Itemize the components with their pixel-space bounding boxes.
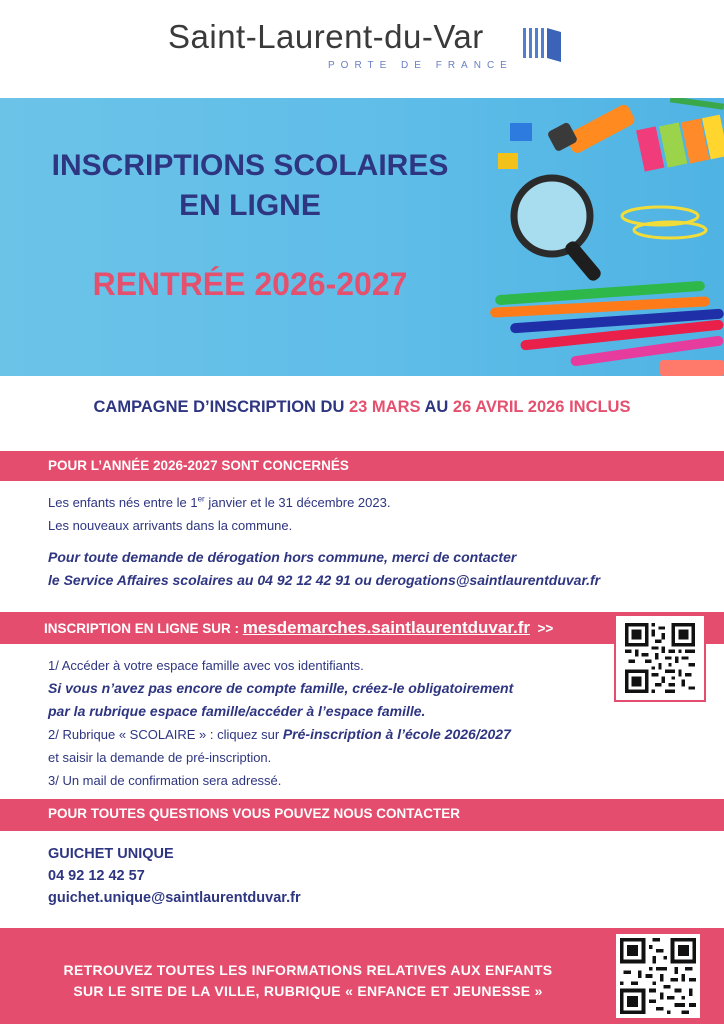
hero-subtitle: RENTRÉE 2026-2027: [92, 266, 408, 302]
header: [0, 0, 724, 98]
section-eligibility-heading: POUR L’ANNÉE 2026-2027 SONT CONCERNÉS: [48, 458, 349, 473]
qr-code-registration[interactable]: [614, 614, 706, 702]
step-2-cont: et saisir la demande de pré-inscription.: [48, 750, 272, 765]
logo-columns-icon: [523, 26, 565, 62]
campaign-end-date: 26 AVRIL 2026 INCLUS: [452, 398, 631, 416]
contact-block: [48, 843, 301, 909]
contact-email[interactable]: guichet.unique@saintlaurentduvar.fr: [48, 890, 301, 906]
step-3: 3/ Un mail de confirmation sera adressé.: [48, 773, 282, 788]
campaign-middle: AU: [420, 398, 453, 416]
qr-code-city-site[interactable]: [616, 934, 700, 1018]
footer-line-1: RETROUVEZ TOUTES LES INFORMATIONS RELATIVES AUX ENFANTS: [63, 962, 553, 978]
section-online-heading: [44, 618, 553, 638]
qr-code-icon: [625, 623, 695, 693]
online-registration-link[interactable]: mesdemarches.saintlaurentduvar.fr: [242, 618, 530, 637]
step-2: 2/ Rubrique « SCOLAIRE » : cliquez sur Pré-inscription à l’école 2026/2027: [48, 726, 511, 742]
section-eligibility-bar: [0, 451, 724, 481]
school-supplies-illustration: [470, 98, 724, 376]
derogation-line-1: Pour toute demande de dérogation hors commune, merci de contacter: [48, 549, 517, 565]
eligibility-line-1: Les enfants nés entre le 1er janvier et le 31 décembre 2023.: [48, 494, 391, 510]
arrows-icon: >>: [537, 621, 554, 636]
campaign-prefix: CAMPAGNE D’INSCRIPTION DU: [93, 398, 349, 416]
step-1: 1/ Accéder à votre espace famille avec vos identifiants.: [48, 658, 364, 673]
eligibility-list: [48, 491, 390, 537]
section-contact-bar: [0, 799, 724, 831]
contact-phone[interactable]: 04 92 12 42 57: [48, 868, 145, 884]
preinscription-link: Pré-inscription à l’école 2026/2027: [282, 726, 511, 742]
no-account-note-2: par la rubrique espace famille/accéder à l’espace famille.: [48, 703, 426, 719]
hero-title: [20, 146, 480, 226]
no-account-note-1: Si vous n’avez pas encore de compte famille, créez-le obligatoirement: [48, 680, 514, 696]
city-logo[interactable]: [168, 18, 568, 78]
footer-line-2: SUR LE SITE DE LA VILLE, RUBRIQUE « ENFANCE ET JEUNESSE »: [73, 983, 543, 999]
section-contact-heading: POUR TOUTES QUESTIONS VOUS POUVEZ NOUS CONTACTER: [48, 806, 461, 821]
campaign-start-date: 23 MARS: [348, 398, 421, 416]
online-steps: [48, 654, 513, 792]
hero-title-line1: INSCRIPTIONS SCOLAIRES: [51, 149, 449, 182]
footer-text: [28, 960, 588, 1002]
hero-title-line2: EN LIGNE: [179, 189, 321, 222]
contact-name: GUICHET UNIQUE: [48, 846, 174, 862]
campaign-dates: [0, 398, 724, 417]
qr-code-icon: [620, 938, 696, 1014]
derogation-note: [48, 546, 600, 592]
eligibility-line-2: Les nouveaux arrivants dans la commune.: [48, 518, 293, 533]
hero-banner: [0, 98, 724, 376]
logo-name: Saint-Laurent-du-Var: [168, 18, 484, 55]
logo-tagline: PORTE DE FRANCE: [328, 60, 513, 71]
online-heading-label: INSCRIPTION EN LIGNE SUR :: [44, 621, 243, 636]
derogation-line-2[interactable]: le Service Affaires scolaires au 04 92 12 42 91 ou derogations@saintlaurentduvar.fr: [48, 572, 601, 588]
